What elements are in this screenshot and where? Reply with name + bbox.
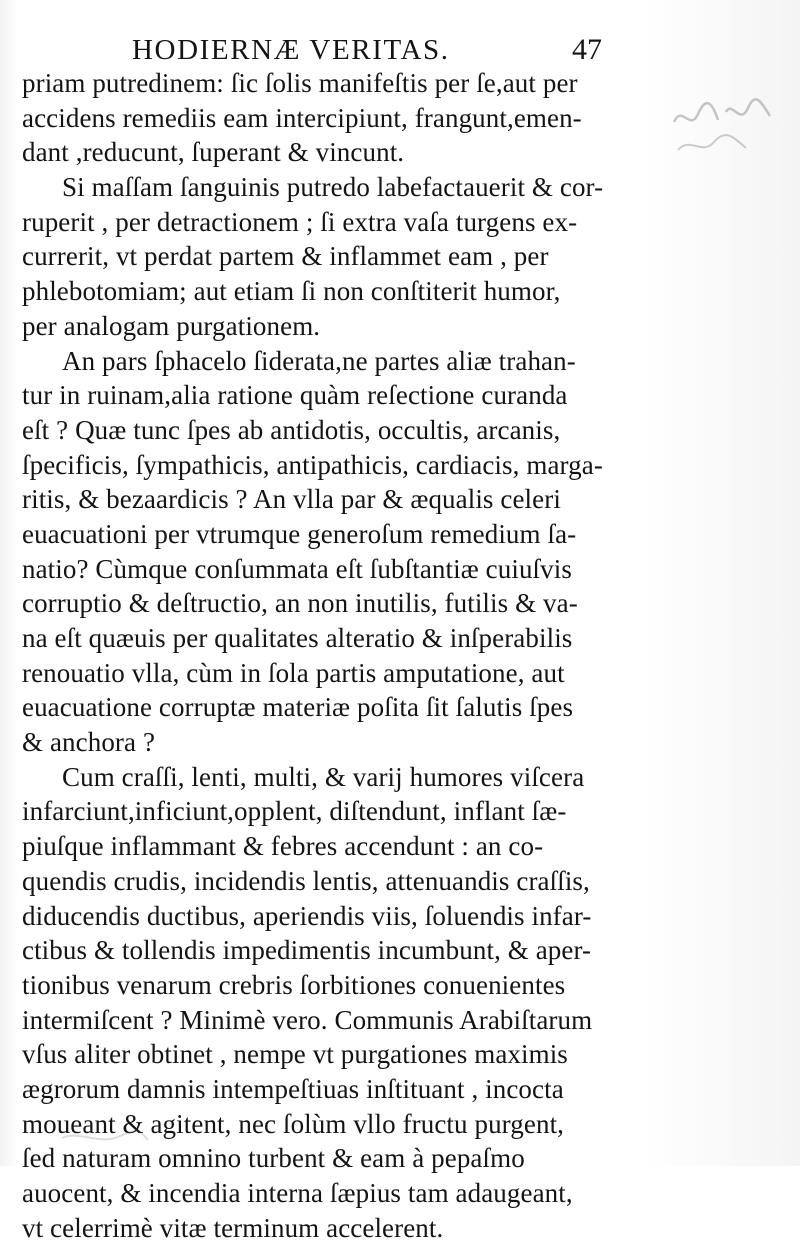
text-line: intermiſcent ? Minimè vero. Communis Arabiſtarum xyxy=(22,1004,593,1035)
running-head xyxy=(0,30,800,70)
text-line: ctibus & tollendis impedimentis incumbunt, & aper- xyxy=(22,935,592,966)
text-line: phlebotomiam; aut etiam ſi non conſtiterit humor, xyxy=(22,276,561,307)
text-line: tur in ruinam,alia ratione quàm reſectione curanda xyxy=(22,380,568,411)
text-line: renouatio vlla, cùm in ſola partis amputatione, aut xyxy=(22,657,565,688)
text-line: tionibus venarum crebris ſorbitiones conuenientes xyxy=(22,969,566,1000)
text-line: euacuationi per vtrumque generoſum remedium ſa- xyxy=(22,518,577,549)
text-line: corruptio & deſtructio, an non inutilis, futilis & va- xyxy=(22,588,578,619)
paragraph-start-line: Cum craſſi, lenti, multi, & varij humores viſcera xyxy=(62,761,585,792)
text-line: & anchora ? xyxy=(22,727,156,758)
text-line: dant ,reducunt, ſuperant & vincunt. xyxy=(22,137,405,168)
body-text xyxy=(22,66,632,1245)
text-line: diducendis ductibus, aperiendis viis, ſoluendis infar- xyxy=(22,900,592,931)
text-line: ruperit , per detractionem ; ſi extra vaſa turgens ex- xyxy=(22,206,578,237)
faded-handwritten-margin-note xyxy=(668,92,778,162)
text-line: ægrorum damnis intempeſtiuas inſtituant , incocta xyxy=(22,1073,564,1104)
text-line: vt celerrimè vitæ terminum accelerent. xyxy=(22,1212,444,1243)
text-line: moueant & agitent, nec ſolùm vllo fructu purgent, xyxy=(22,1108,565,1139)
text-line: na eſt quæuis per qualitates alteratio & inſperabilis xyxy=(22,623,573,653)
text-line: per analogam purgationem. xyxy=(22,310,321,341)
handwriting-scribble-icon xyxy=(668,92,778,162)
paragraph-start-line: An pars ſphacelo ſiderata,ne partes aliæ trahan- xyxy=(62,345,576,376)
text-line: currerit, vt perdat partem & inflammet eam , per xyxy=(22,241,549,272)
text-line: vſus aliter obtinet , nempe vt purgationes maximis xyxy=(22,1039,568,1070)
paragraph-start-line: Si maſſam ſanguinis putredo labefactauerit & cor- xyxy=(62,172,604,203)
text-line: ſed naturam omnino turbent & eam à pepaſmo xyxy=(22,1143,525,1174)
running-title: HODIERNÆ VERITAS. xyxy=(132,34,450,66)
text-line: ſpecificis, ſympathicis, antipathicis, cardiacis, marga- xyxy=(22,449,603,480)
text-line: eſt ? Quæ tunc ſpes ab antidotis, occultis, arcanis, xyxy=(22,414,561,445)
ink-smudge-icon xyxy=(60,1128,150,1148)
text-line: auocent, & incendia interna ſæpius tam adaugeant, xyxy=(22,1178,573,1208)
text-line: piuſque inflammant & febres accendunt : an co- xyxy=(22,831,544,862)
text-line: accidens remediis eam intercipiunt, frangunt,emen- xyxy=(22,102,582,133)
page-number: 47 xyxy=(572,33,602,66)
text-line: natio? Cùmque conſummata eſt ſubſtantiæ cuiuſvis xyxy=(22,553,572,584)
text-line: quendis crudis, incidendis lentis, attenuandis craſſis, xyxy=(22,865,590,896)
text-line: euacuatione corruptæ materiæ poſita ſit ſalutis ſpes xyxy=(22,692,574,723)
text-line: infarciunt,inficiunt,opplent, diſtendunt, inflant ſæ- xyxy=(22,796,567,827)
text-line: priam putredinem: ſic ſolis manifeſtis per ſe,aut per xyxy=(22,68,578,98)
text-line: ritis, & bezaardicis ? An vlla par & æqualis celeri xyxy=(22,484,561,515)
